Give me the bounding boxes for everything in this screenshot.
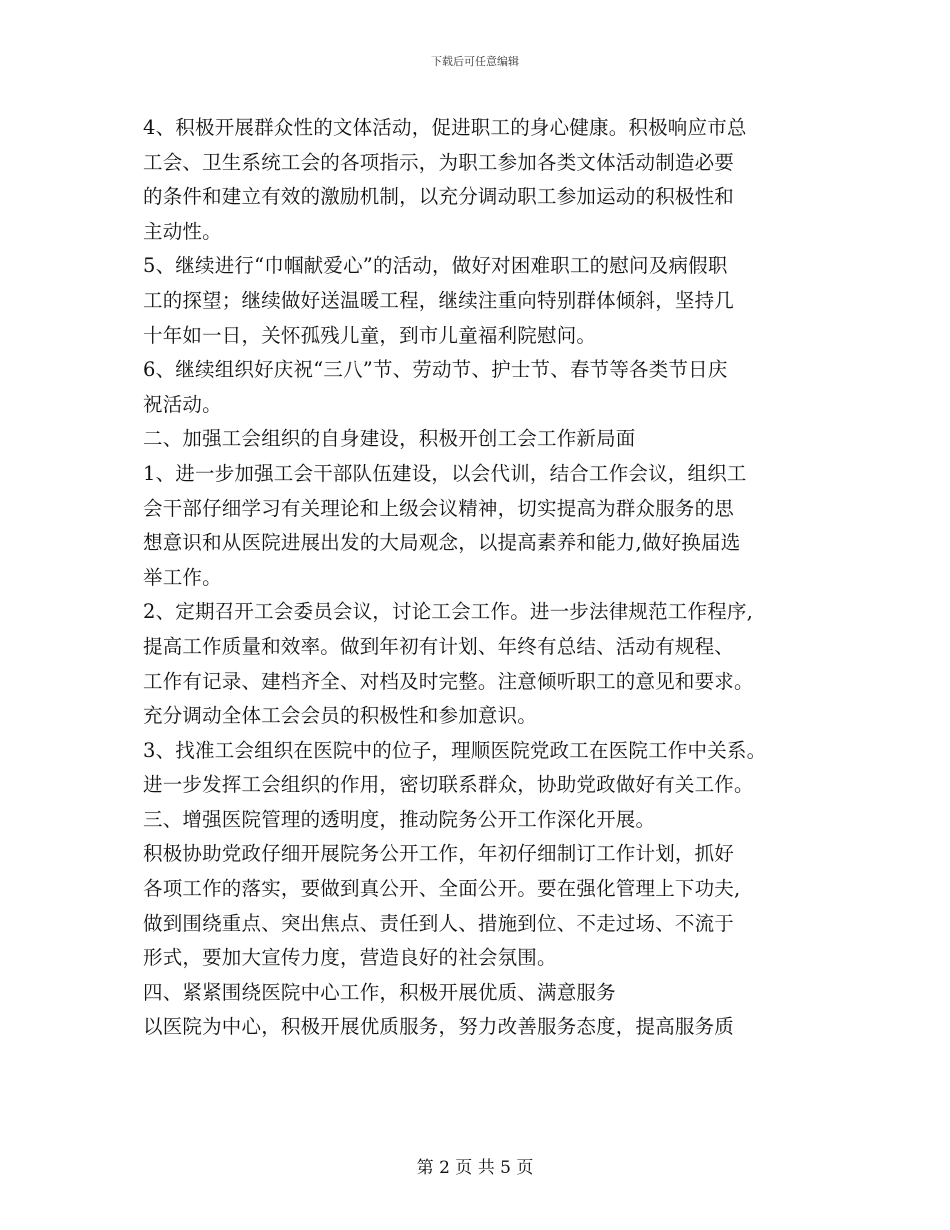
text-line: 以医院为中心，积极开展优质服务，努力改善服务态度，提高服务质 [143,1015,735,1039]
page-footer: 第 2 页 共 5 页 [416,1158,534,1178]
page-header: 下载后可任意编辑 [431,55,519,68]
text-line: 3、找准工会组织在医院中的位子，理顺医院党政工在医院工作中关系。 [143,738,767,762]
section-heading: 四、紧紧围绕医院中心工作，积极开展优质、满意服务 [143,980,616,1004]
text-line: 举工作。 [143,565,222,589]
text-line: 工作有记录、建档齐全、对档及时完整。注意倾听职工的意见和要求。 [143,669,754,693]
text-line: 积极协助党政仔细开展院务公开工作，年初仔细制订工作计划，抓好 [143,842,735,866]
section-heading: 二、加强工会组织的自身建设，积极开创工会工作新局面 [143,427,636,451]
text-line: 进一步发挥工会组织的作用，密切联系群众，协助党政做好有关工作。 [143,773,754,797]
text-line: 各项工作的落实，要做到真公开、全面公开。要在强化管理上下功夫, [143,877,741,901]
document-body [143,111,833,1045]
text-line: 工会、卫生系统工会的各项指示，为职工参加各类文体活动制造必要 [143,150,735,174]
text-line: 祝活动。 [143,392,222,416]
text-line: 形式，要加大宣传力度，营造良好的社会氛围。 [143,946,557,970]
text-line: 6、继续组织好庆祝“三八”节、劳动节、护士节、春节等各类节日庆 [143,358,728,382]
text-line: 2、定期召开工会委员会议，讨论工会工作。进一步法律规范工作程序, [143,600,754,624]
text-line: 想意识和从医院进展出发的大局观念，以提高素养和能力,做好换届选 [143,531,741,555]
text-line: 提高工作质量和效率。做到年初有计划、年终有总结、活动有规程、 [143,634,735,658]
text-line: 5、继续进行“巾帼献爱心”的活动，做好对困难职工的慰问及病假职 [143,254,728,278]
text-line: 十年如一日，关怀孤残儿童，到市儿童福利院慰问。 [143,323,597,347]
text-line: 1、进一步加强工会干部队伍建设，以会代训，结合工作会议，组织工 [143,461,747,485]
text-line: 做到围绕重点、突出焦点、责任到人、措施到位、不走过场、不流于 [143,911,735,935]
text-line: 会干部仔细学习有关理论和上级会议精神，切实提高为群众服务的思 [143,496,735,520]
text-line: 工的探望；继续做好送温暖工程，继续注重向特别群体倾斜，坚持几 [143,288,735,312]
text-line: 充分调动全体工会会员的积极性和参加意识。 [143,704,538,728]
text-line: 主动性。 [143,219,222,243]
text-line: 4、积极开展群众性的文体活动，促进职工的身心健康。积极响应市总 [143,116,747,139]
text-line: 的条件和建立有效的激励机制，以充分调动职工参加运动的积极性和 [143,185,735,209]
section-heading: 三、增强医院管理的透明度，推动院务公开工作深化开展。 [143,807,656,831]
